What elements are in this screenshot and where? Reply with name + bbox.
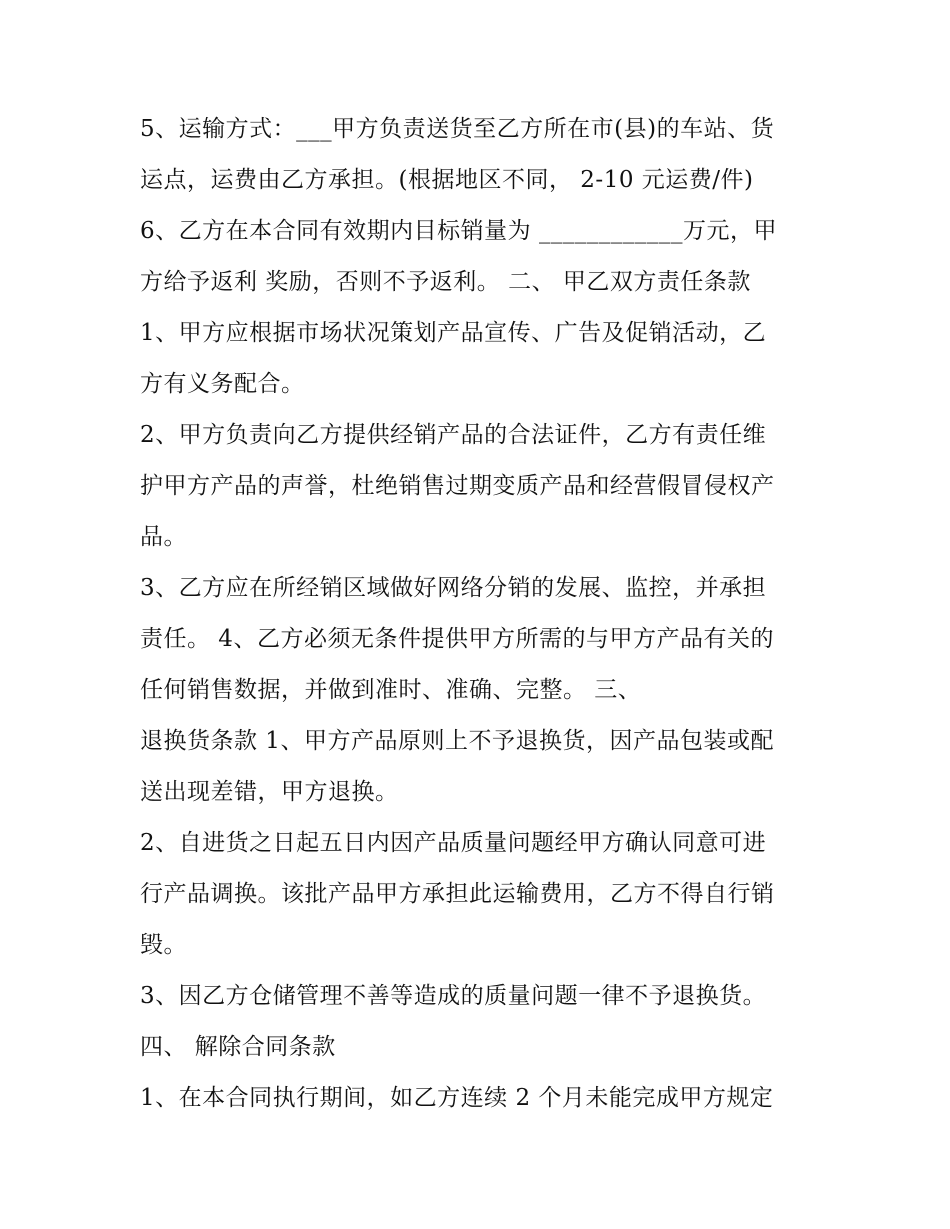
text-line: 品。 [140, 524, 187, 550]
text-line: 方给予返利 奖励，否则不予返利。 二、 甲乙双方责任条款 [140, 269, 751, 295]
text-line: 3、因乙方仓储管理不善等造成的质量问题一律不予退换货。 [140, 983, 767, 1009]
text-line: 2、自进货之日起五日内因产品质量问题经甲方确认同意可进 [140, 830, 767, 856]
text-line: 护甲方产品的声誉，杜绝销售过期变质产品和经营假冒侵权产 [140, 473, 775, 499]
text-line: 5、运输方式：___甲方负责送货至乙方所在市(县)的车站、货 [140, 116, 775, 142]
text-line: 任何销售数据，并做到准时、准确、完整。 三、 [140, 677, 642, 703]
text-line: 1、在本合同执行期间，如乙方连续 2 个月未能完成甲方规定 [140, 1085, 774, 1111]
text-line: 3、乙方应在所经销区域做好网络分销的发展、监控，并承担 [140, 575, 767, 601]
text-line: 四、 解除合同条款 [140, 1034, 336, 1060]
text-line: 退换货条款 1、甲方产品原则上不予退换货，因产品包装或配 [140, 728, 774, 754]
text-line: 2、甲方负责向乙方提供经销产品的合法证件，乙方有责任维 [140, 422, 767, 448]
text-line: 6、乙方在本合同有效期内目标销量为 ____________万元，甲 [140, 218, 777, 244]
text-line: 运点，运费由乙方承担。(根据地区不同， 2-10 元运费/件) [140, 167, 754, 193]
text-line: 行产品调换。该批产品甲方承担此运输费用，乙方不得自行销 [140, 881, 775, 907]
text-line: 1、甲方应根据市场状况策划产品宣传、广告及促销活动，乙 [140, 320, 767, 346]
text-line: 责任。 4、乙方必须无条件提供甲方所需的与甲方产品有关的 [140, 626, 774, 652]
text-line: 送出现差错，甲方退换。 [140, 779, 399, 805]
text-line: 毁。 [140, 932, 187, 958]
text-line: 方有义务配合。 [140, 371, 305, 397]
contract-text [140, 104, 830, 1124]
